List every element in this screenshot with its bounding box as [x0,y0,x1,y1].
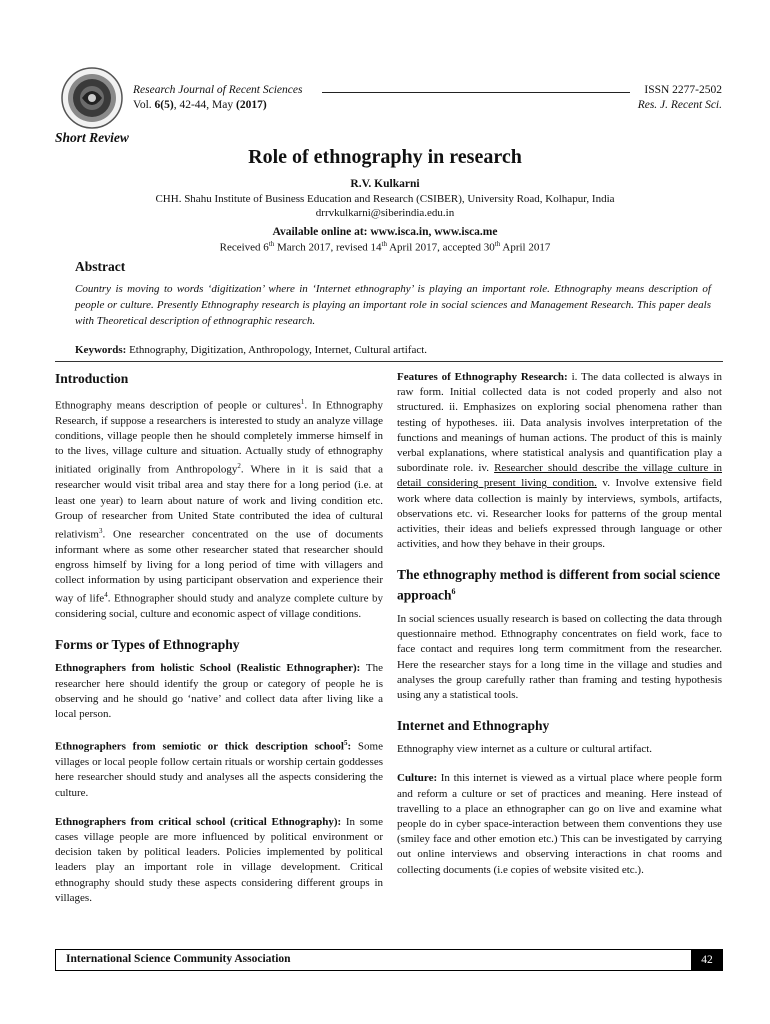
left-column [55,370,383,906]
received-dates: Received 6th March 2017, revised 14th April 2017, accepted 30th April 2017 [219,240,551,254]
abstract-text: Country is moving to words ‘digitization’ where in ‘Internet ethnography’ is playing an important role. Ethnography means description of people or culture. Presently Ethnography research is playing an important role in social sciences and Management Research. This paper deals with Theoretical description of ethnographic research. [75,283,711,327]
volume-line: Vol. 6(5), 42-44, May (2017) [133,99,267,111]
method-paragraph: In social sciences usually research is based on collecting the data through questionnaire method. Ethnography concentrates on field work, face to face contact and requires long term commitment from the researcher. Here the researcher stays for a long time in the village and studies and analyses the group carefully rather than framing and testing hypothesis using any a statistical tools. [397,612,722,701]
author-affiliation: CHH. Shahu Institute of Business Education and Research (CSIBER), University Road, Kolhapur, India [155,193,615,205]
forms-heading: Forms or Types of Ethnography [55,637,240,653]
introduction-paragraph: Ethnography means description of people or cultures$^1$. In Ethnography Research, if suppose a researchers is interested to study an analyze village conditions, village people then he should completely immerse himself in to the lives, village culture and situation. Actually study of ethnography initiated originally from Anthropology$^2$. Where in it is said that a researcher would visit tribal area and stay there for a long period (i.e. at least one year) to learn about nature of work and living condition etc. Group of researcher from United State contributed the idea of cultural relativism$^3$. One researcher concentrated on the use of documents informant where as some other researcher stated that researcher should engross himself by living for a long period of time with villagers and collect information by using participant observation and experience their way of life$^4$. Ethnographer should study and analyze complete culture by considering social, culture and economic aspect of village conditions. [55,398,384,621]
holistic-paragraph: Ethnographers from holistic School (Realistic Ethnographer): The researcher here should identify the group or category of people he is observing and he should go ‘native’ and collect data after living like a local person. [55,662,384,721]
section-type-label: Short Review [55,130,129,145]
journal-header-right [508,83,722,113]
method-heading: The ethnography method is different from social science approach$^6$ [397,567,721,603]
section-divider [55,361,723,362]
issn: ISSN 2277-2502 [644,84,722,96]
culture-paragraph: Culture: In this internet is viewed as a virtual place where people form and reform a culture or set of practices and meaning. Here instead of travelling to a place an ethnographer can go on live and examine what people do in cyber space-interaction between them conventions they use (smiley face and other emotion etc.) This can be investigated by carrying out online interviews and observing interactions in chat rooms and collecting documents (i.e copies of website visited etc.). [397,772,722,876]
journal-seal-icon [60,66,124,130]
journal-header-left [133,83,513,113]
introduction-heading: Introduction [55,371,129,386]
semiotic-paragraph: Ethnographers from semiotic or thick description school$^5$: Some villages or local people follow certain rituals or worship certain goddesses here researcher should study and analyses all the aspects considering the culture. [55,739,383,799]
features-paragraph: Features of Ethnography Research: i. The data collected is always in raw form. Initial collected data is not coded properly and also not structured. ii. Emphasizes on exploring social phenomena rather than testing of hypotheses. iii. Data analysis involves interpretation of the functions and meanings of human actions. The product of this is mainly verbal explanations, where statistical analysis and quantification play a subordinate role. iv. Researcher should describe the village culture in detail considering present living condition. v. Involve extensive field work where data collection is mainly by interviews, symbols, artifacts, observations etc. vi. Researcher looks for patterns of the group mental activities, their ideas and beliefs expressed through language or other activities, and how they behave in their groups. [397,371,722,551]
internet-heading: Internet and Ethnography [397,718,550,734]
abstract-heading: Abstract [75,259,126,274]
right-column [397,370,722,878]
internet-paragraph: Ethnography view internet as a culture or cultural artifact. [397,743,653,756]
footer-organization: International Science Community Association [66,953,291,965]
author-name: R.V. Kulkarni [350,178,420,190]
paper-title: Role of ethnography in research [248,146,522,168]
available-online: Available online at: www.isca.in, www.isca.me [272,226,498,238]
page-number: 42 [691,949,723,971]
author-email: drrvkulkarni@siberindia.edu.in [315,207,455,219]
critical-paragraph: Ethnographers from critical school (critical Ethnography): In some cases village people are more influenced by political environment or decision taken by political leaders. Policies implemented by political leaders play an important role in village development. Critical ethnography should study these aspects considering different groups in villages. [55,815,384,904]
journal-abbrev: Res. J. Recent Sci. [637,99,722,111]
journal-name: Research Journal of Recent Sciences [133,84,303,96]
keywords: Keywords: Ethnography, Digitization, Anthropology, Internet, Cultural artifact. [75,344,428,356]
